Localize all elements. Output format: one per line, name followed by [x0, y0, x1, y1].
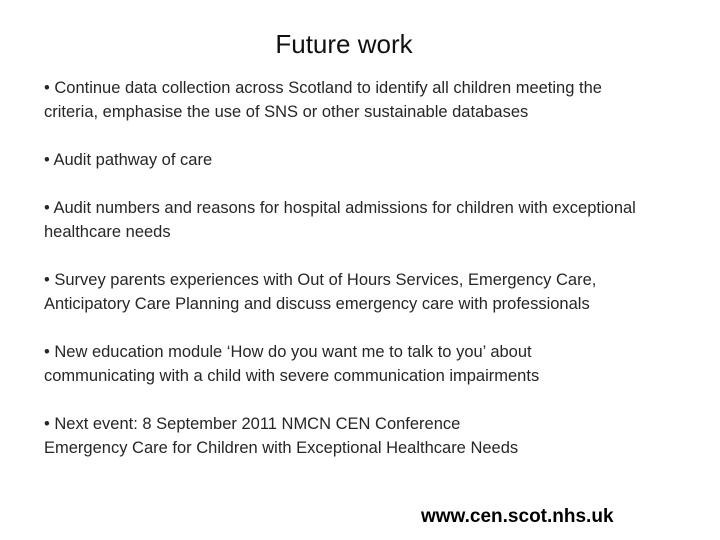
bullet-text: • Next event: 8 September 2011 NMCN CEN Conference	[44, 415, 461, 433]
bullet-text: communicating with a child with severe communication impairments	[44, 367, 540, 385]
bullet-text: Emergency Care for Children with Exceptional Healthcare Needs	[44, 439, 519, 457]
slide-title: Future work	[275, 29, 413, 59]
bullet-list	[44, 76, 714, 484]
bullet-item-data-collection	[44, 76, 714, 124]
bullet-item-education-module	[44, 340, 714, 388]
bullet-item-audit-admissions	[44, 196, 714, 244]
bullet-item-survey-parents	[44, 268, 714, 316]
bullet-item-next-event	[44, 412, 714, 460]
bullet-text: • Audit numbers and reasons for hospital admissions for children with exceptional	[44, 199, 636, 217]
footer-website-url: www.cen.scot.nhs.uk	[421, 506, 614, 527]
bullet-text: • New education module ‘How do you want me to talk to you’ about	[44, 343, 532, 361]
bullet-text: • Continue data collection across Scotland to identify all children meeting the	[44, 79, 602, 97]
bullet-text: criteria, emphasise the use of SNS or other sustainable databases	[44, 103, 529, 121]
bullet-text: • Audit pathway of care	[44, 151, 213, 169]
bullet-item-audit-pathway	[44, 148, 714, 172]
bullet-text: • Survey parents experiences with Out of Hours Services, Emergency Care,	[44, 271, 597, 289]
bullet-text: Anticipatory Care Planning and discuss emergency care with professionals	[44, 295, 590, 313]
bullet-text: healthcare needs	[44, 223, 171, 241]
